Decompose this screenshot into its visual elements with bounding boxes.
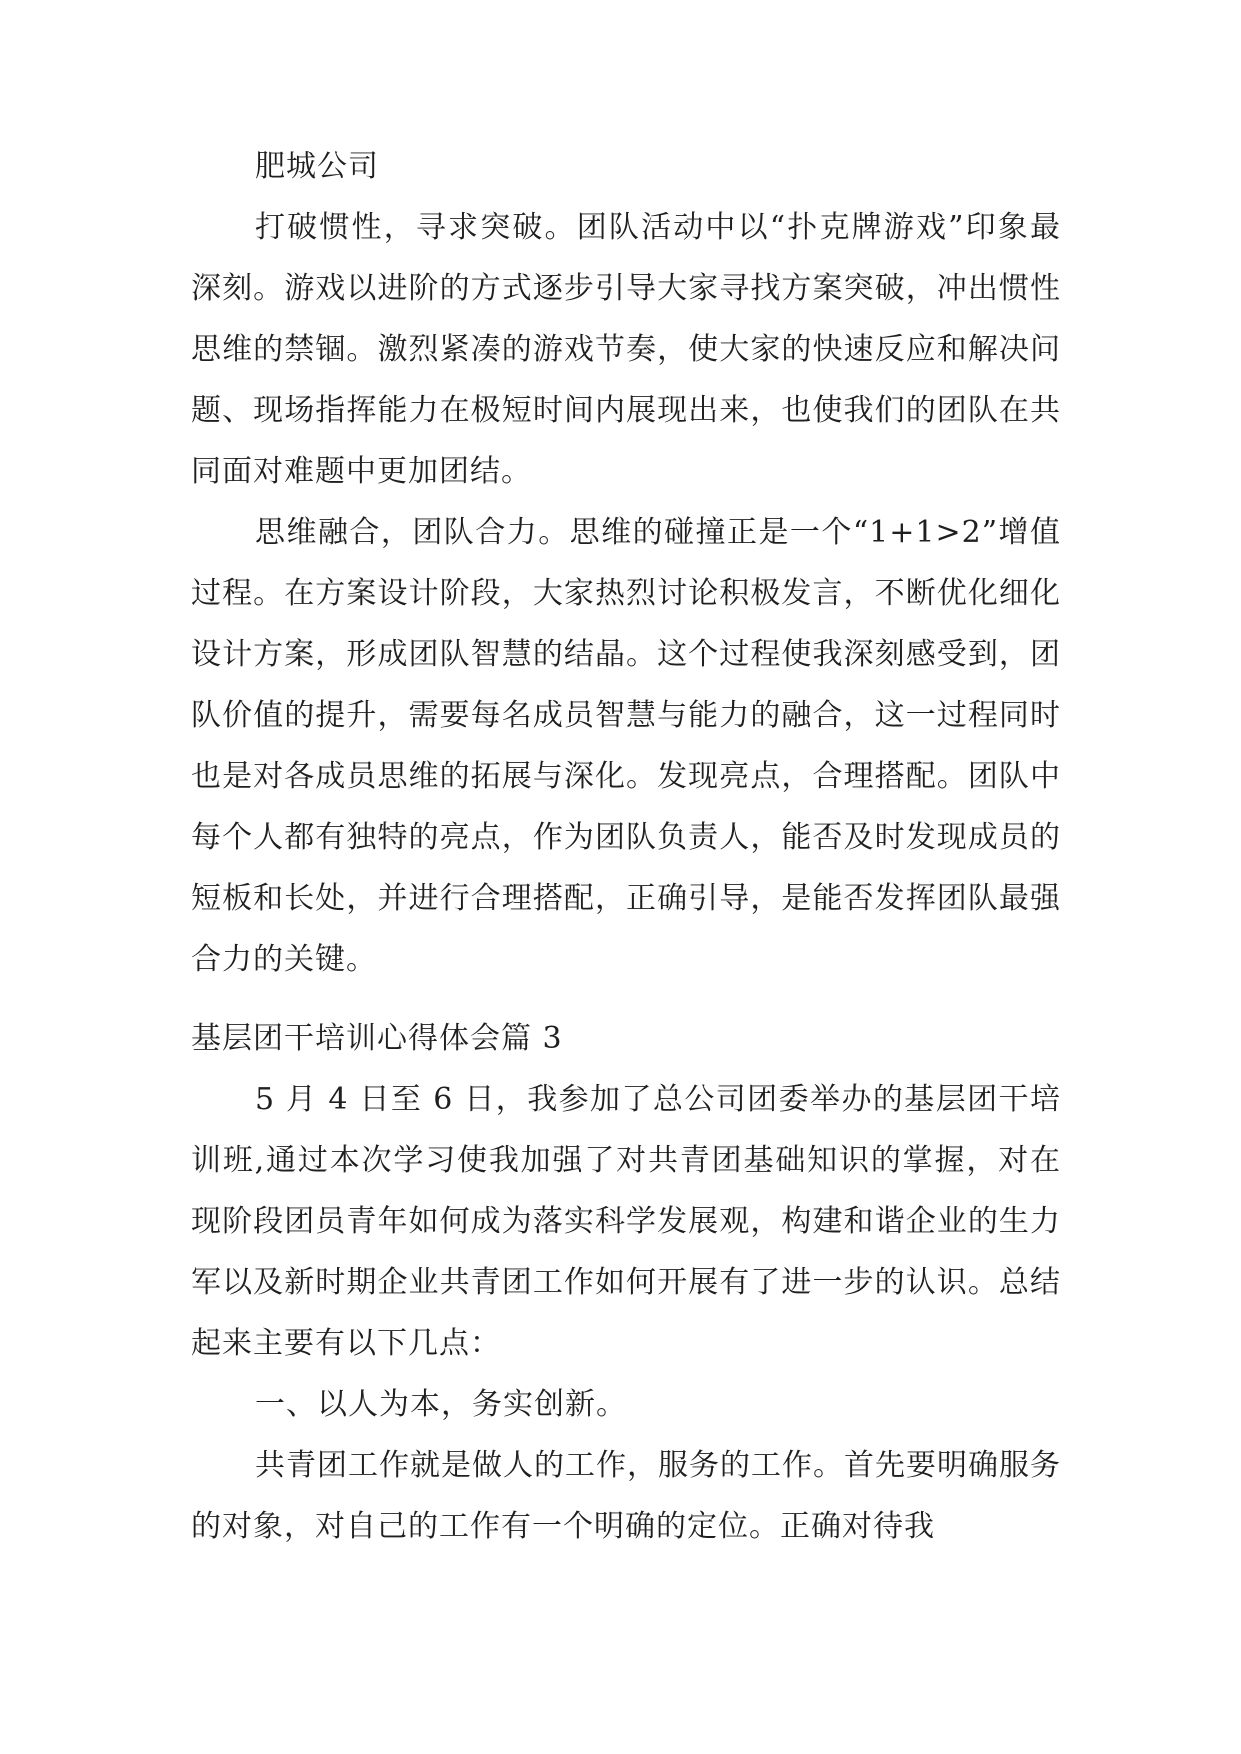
body-paragraph: 打破惯性，寻求突破。团队活动中以“扑克牌游戏”印象最深刻。游戏以进阶的方式逐步引导大家寻找方案突破，冲出惯性思维的禁锢。激烈紧凑的游戏节奏，使大家的快速反应和解决问题、现场指挥能力在极短时间内展现出来，也使我们的团队在共同面对难题中更加团结。 bbox=[191, 210, 1061, 489]
section-two bbox=[191, 1008, 1061, 1557]
company-name-paragraph: 肥城公司 bbox=[255, 149, 379, 184]
section-one bbox=[191, 136, 1061, 990]
body-paragraph: 思维融合，团队合力。思维的碰撞正是一个“1+1>2”增值过程。在方案设计阶段，大家热烈讨论积极发言，不断优化细化设计方案，形成团队智慧的结晶。这个过程使我深刻感受到，团队价值的提升，需要每名成员智慧与能力的融合，这一过程同时也是对各成员思维的拓展与深化。发现亮点，合理搭配。团队中每个人都有独特的亮点，作为团队负责人，能否及时发现成员的短板和长处，并进行合理搭配，正确引导，是能否发挥团队最强合力的关键。 bbox=[191, 515, 1061, 977]
list-point-heading: 一、以人为本，务实创新。 bbox=[255, 1387, 627, 1422]
section-heading: 基层团干培训心得体会篇 3 bbox=[191, 1021, 563, 1056]
body-paragraph: 共青团工作就是做人的工作，服务的工作。首先要明确服务的对象，对自己的工作有一个明确的定位。正确对待我 bbox=[191, 1448, 1061, 1544]
body-paragraph: 5 月 4 日至 6 日，我参加了总公司团委举办的基层团干培训班,通过本次学习使我加强了对共青团基础知识的掌握，对在现阶段团员青年如何成为落实科学发展观，构建和谐企业的生力军以及新时期企业共青团工作如何开展有了进一步的认识。总结起来主要有以下几点： bbox=[191, 1082, 1061, 1361]
